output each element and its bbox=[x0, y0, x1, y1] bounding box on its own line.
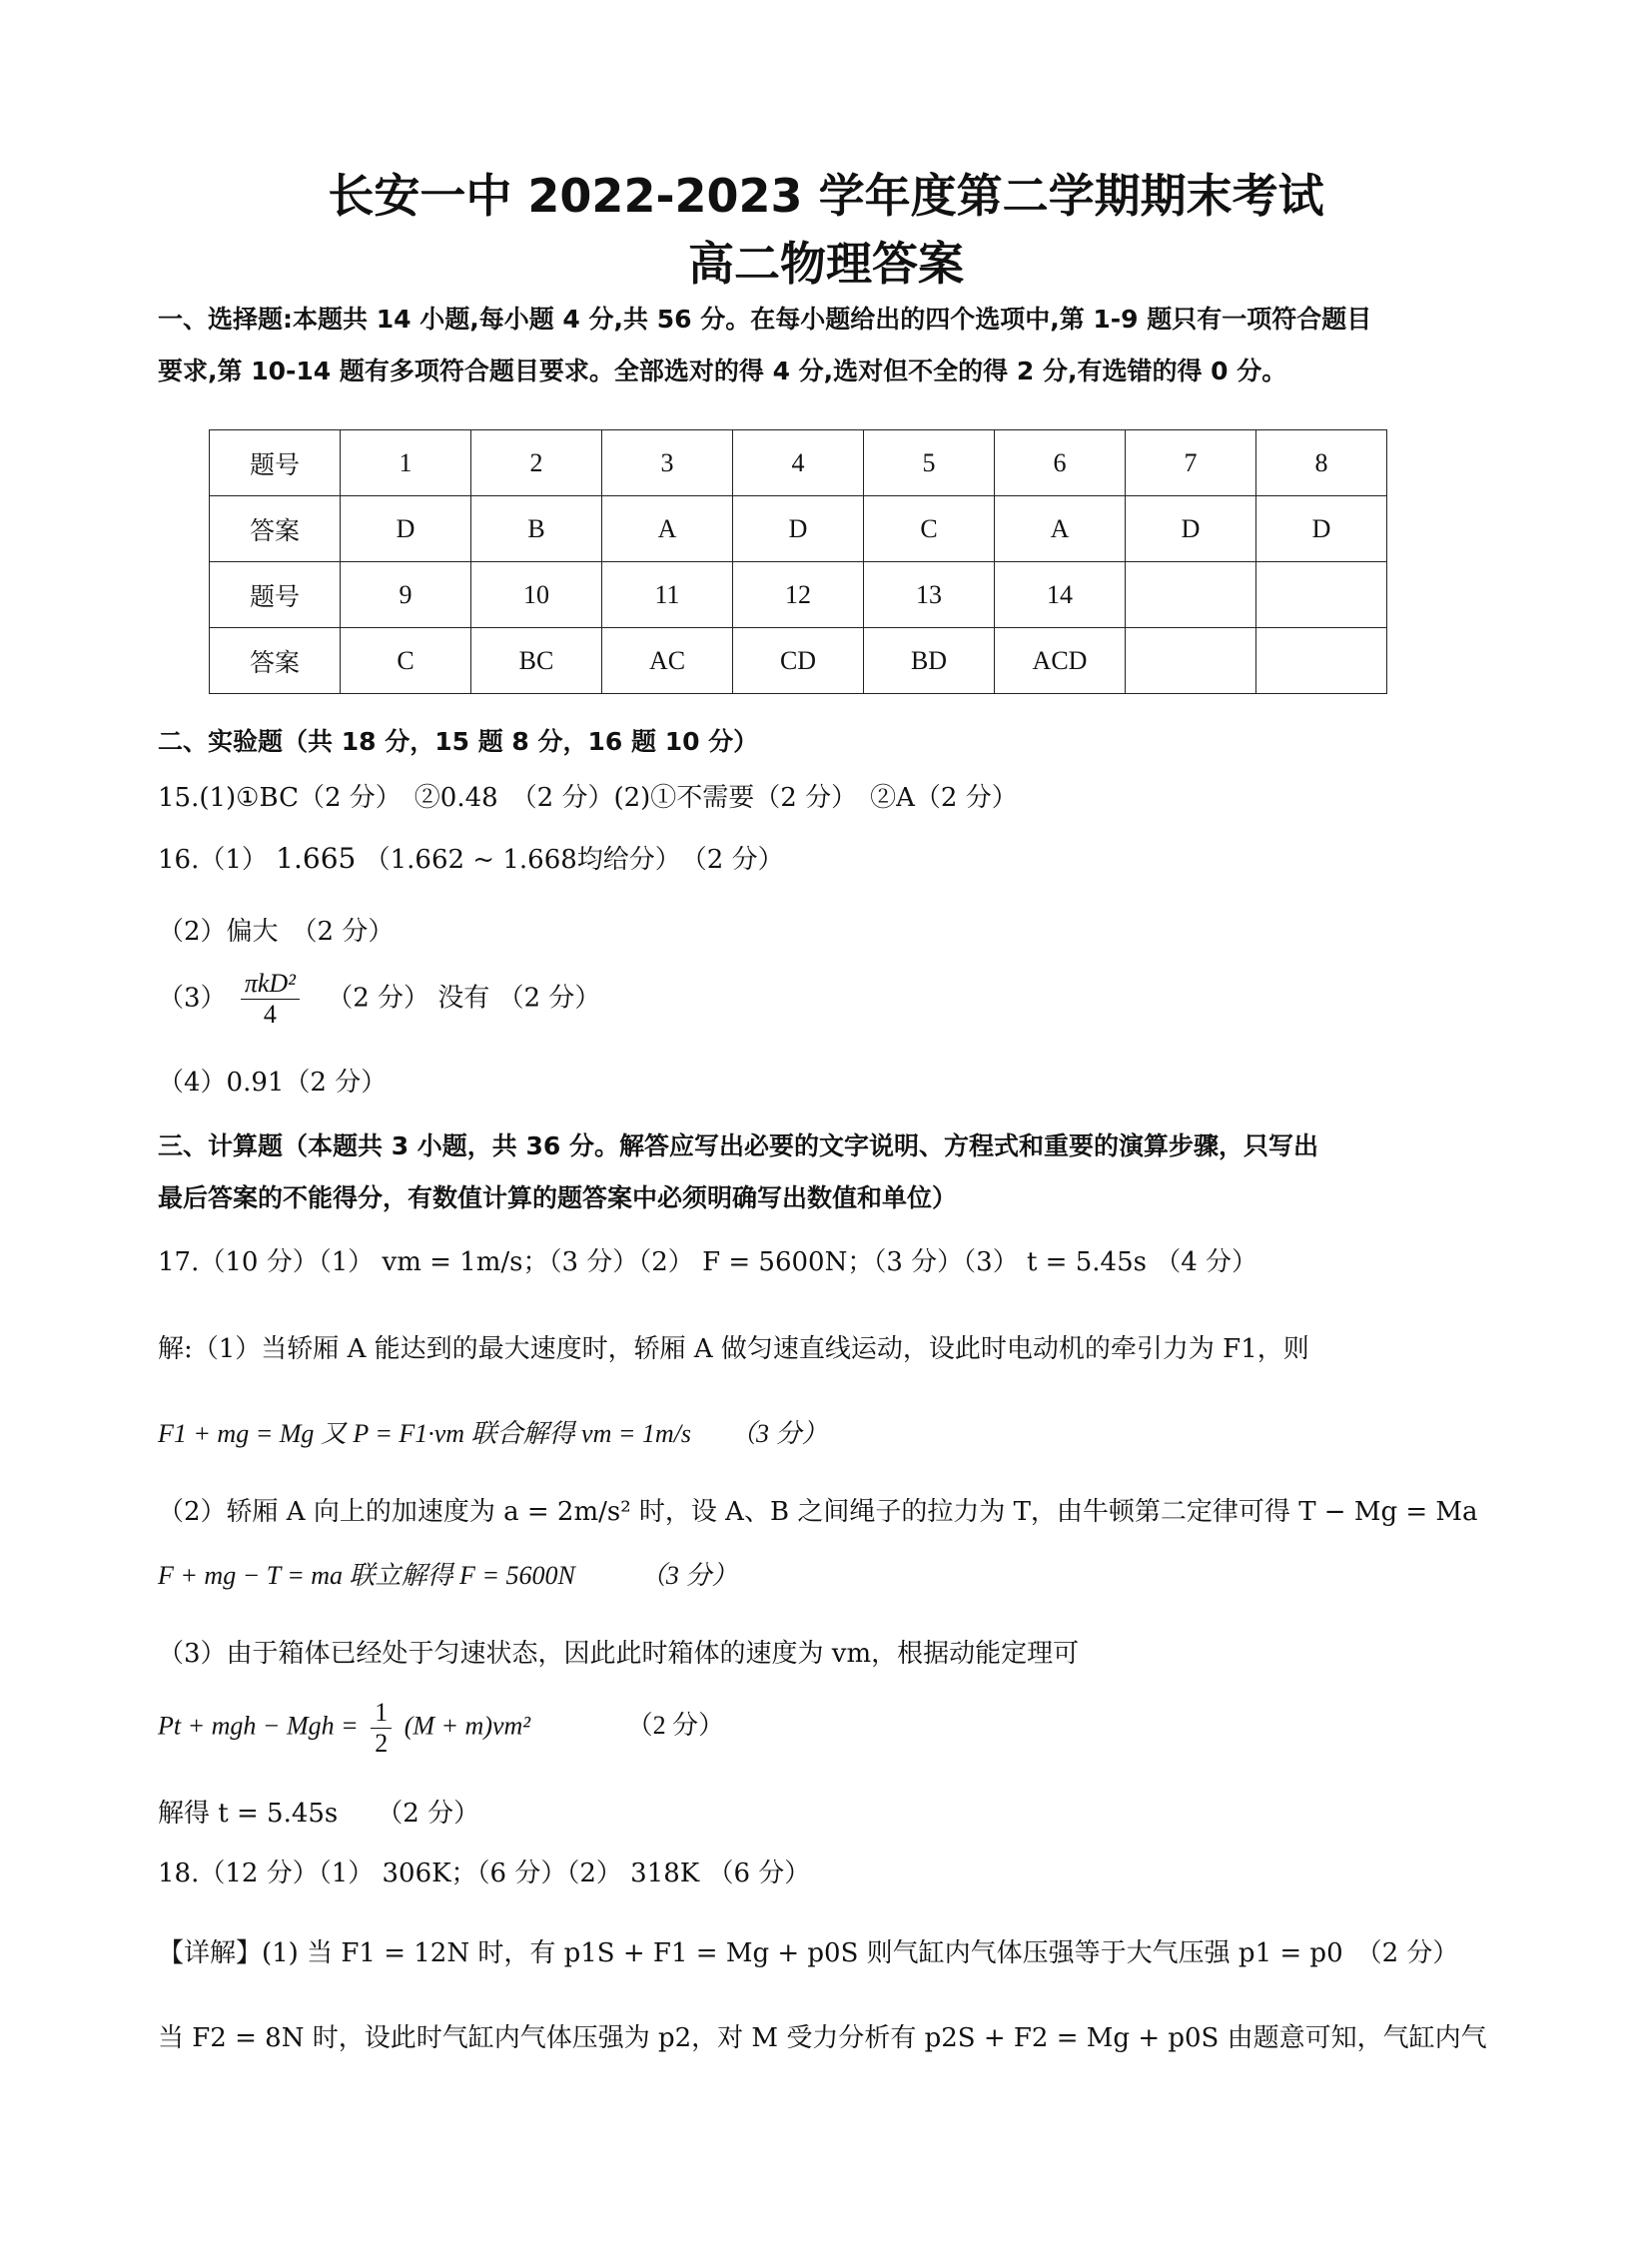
table-cell: ACD bbox=[995, 628, 1126, 694]
q16-part1-value: 1.665 bbox=[276, 842, 357, 875]
table-cell: B bbox=[471, 496, 602, 562]
table-cell: 7 bbox=[1126, 430, 1256, 496]
table-row bbox=[210, 430, 1387, 496]
q17-eq3-score: （2 分） bbox=[626, 1711, 725, 1741]
q16-part1-prefix: 16.（1） bbox=[158, 845, 268, 875]
table-cell: 5 bbox=[864, 430, 995, 496]
table-cell: AC bbox=[602, 628, 733, 694]
table-cell: 11 bbox=[602, 562, 733, 628]
q17-eq3-rhs: (M + m)vm² bbox=[404, 1711, 531, 1741]
table-cell: 答案 bbox=[210, 496, 341, 562]
q16-part3 bbox=[158, 969, 600, 1030]
q17-eq3-fraction bbox=[371, 1698, 392, 1759]
section2-heading: 二、实验题（共 18 分，15 题 8 分，16 题 10 分） bbox=[158, 727, 759, 756]
table-row bbox=[210, 562, 1387, 628]
table-cell: 14 bbox=[995, 562, 1126, 628]
exam-title: 长安一中 2022-2023 学年度第二学期期末考试 bbox=[328, 169, 1324, 223]
q15-answer: 15.(1)①BC（2 分） ②0.48 （2 分）(2)①不需要（2 分） ②A（2 分） bbox=[158, 783, 1018, 813]
table-cell: 4 bbox=[733, 430, 864, 496]
table-cell: 1 bbox=[341, 430, 471, 496]
table-cell: 9 bbox=[341, 562, 471, 628]
table-cell: 13 bbox=[864, 562, 995, 628]
section3-heading-line1: 三、计算题（本题共 3 小题，共 36 分。解答应写出必要的文字说明、方程式和重要的演算步骤，只写出 bbox=[158, 1131, 1319, 1160]
table-cell bbox=[1126, 628, 1256, 694]
q17-solution-part1: 解:（1）当轿厢 A 能达到的最大速度时，轿厢 A 做匀速直线运动，设此时电动机的牵引力为 F1，则 bbox=[158, 1334, 1309, 1364]
q18-detail-line1: 【详解】(1) 当 F1 = 12N 时，有 p1S + F1 = Mg + p0S 则气缸内气体压强等于大气压强 p1 = p0 （2 分） bbox=[158, 1938, 1459, 1968]
table-cell: 3 bbox=[602, 430, 733, 496]
q16-part3-prefix: （3） bbox=[158, 983, 227, 1014]
table-cell: 题号 bbox=[210, 562, 341, 628]
q17-equation2: F + mg − T = ma 联立解得 F = 5600N （3 分） bbox=[158, 1561, 738, 1590]
table-cell: 12 bbox=[733, 562, 864, 628]
table-cell: C bbox=[864, 496, 995, 562]
table-cell: A bbox=[602, 496, 733, 562]
fraction-numerator: πkD² bbox=[241, 969, 300, 1000]
q16-part3-fraction bbox=[241, 969, 300, 1030]
q18-summary: 18.（12 分）（1） 306K；（6 分）（2） 318K （6 分） bbox=[158, 1859, 811, 1888]
exam-subtitle: 高二物理答案 bbox=[688, 237, 964, 291]
q16-part2: （2）偏大 （2 分） bbox=[158, 917, 395, 947]
section1-text-line2: 要求,第 10-14 题有多项符合题目要求。全部选对的得 4 分,选对但不全的得 2 分,有选错的得 0 分。 bbox=[158, 357, 1287, 385]
table-row bbox=[210, 628, 1387, 694]
table-cell bbox=[1126, 562, 1256, 628]
table-cell: CD bbox=[733, 628, 864, 694]
table-cell: A bbox=[995, 496, 1126, 562]
fraction-denominator: 4 bbox=[263, 1000, 277, 1029]
q17-solution-part3: （3）由于箱体已经处于匀速状态，因此此时箱体的速度为 vm，根据动能定理可 bbox=[158, 1639, 1080, 1669]
q16-part4: （4）0.91（2 分） bbox=[158, 1068, 388, 1098]
q18-detail-line2: 当 F2 = 8N 时，设此时气缸内气体压强为 p2，对 M 受力分析有 p2S + F2 = Mg + p0S 由题意可知，气缸内气 bbox=[158, 2023, 1487, 2053]
section1-text-line1: 一、选择题:本题共 14 小题,每小题 4 分,共 56 分。在每小题给出的四个选项中,第 1-9 题只有一项符合题目 bbox=[158, 305, 1372, 334]
table-cell: BC bbox=[471, 628, 602, 694]
q17-solution-part2: （2）轿厢 A 向上的加速度为 a = 2m/s² 时，设 A、B 之间绳子的拉力为 T，由牛顿第二定律可得 T − Mg = Ma bbox=[158, 1497, 1478, 1527]
table-cell: D bbox=[733, 496, 864, 562]
q16-part1-range: （1.662 ~ 1.668 bbox=[364, 845, 577, 875]
table-cell: C bbox=[341, 628, 471, 694]
table-cell: 2 bbox=[471, 430, 602, 496]
q16-part1 bbox=[158, 839, 784, 876]
table-cell: BD bbox=[864, 628, 995, 694]
table-row bbox=[210, 496, 1387, 562]
table-cell: 答案 bbox=[210, 628, 341, 694]
table-cell: 6 bbox=[995, 430, 1126, 496]
table-cell bbox=[1256, 628, 1387, 694]
table-cell: D bbox=[1126, 496, 1256, 562]
table-cell: D bbox=[1256, 496, 1387, 562]
q16-part1-suffix: 均给分） （2 分） bbox=[576, 845, 784, 875]
section3-heading-line2: 最后答案的不能得分，有数值计算的题答案中必须明确写出数值和单位） bbox=[158, 1183, 958, 1212]
q17-eq3-lhs: Pt + mgh − Mgh = bbox=[158, 1711, 359, 1741]
answer-table bbox=[209, 429, 1387, 694]
q17-equation1: F1 + mg = Mg 又 P = F1·vm 联合解得 vm = 1m/s （3 分） bbox=[158, 1419, 828, 1448]
fraction-denominator: 2 bbox=[375, 1729, 389, 1758]
q17-equation3 bbox=[158, 1698, 724, 1759]
q16-part3-suffix: （2 分） 没有 （2 分） bbox=[314, 983, 601, 1014]
table-cell: 题号 bbox=[210, 430, 341, 496]
fraction-numerator: 1 bbox=[371, 1698, 392, 1729]
table-cell: 8 bbox=[1256, 430, 1387, 496]
q17-summary: 17.（10 分）（1） vm = 1m/s；（3 分）（2） F = 5600N；（3 分）（3） t = 5.45s （4 分） bbox=[158, 1247, 1258, 1277]
table-cell: 10 bbox=[471, 562, 602, 628]
table-cell bbox=[1256, 562, 1387, 628]
q17-result: 解得 t = 5.45s （2 分） bbox=[158, 1799, 480, 1829]
table-cell: D bbox=[341, 496, 471, 562]
